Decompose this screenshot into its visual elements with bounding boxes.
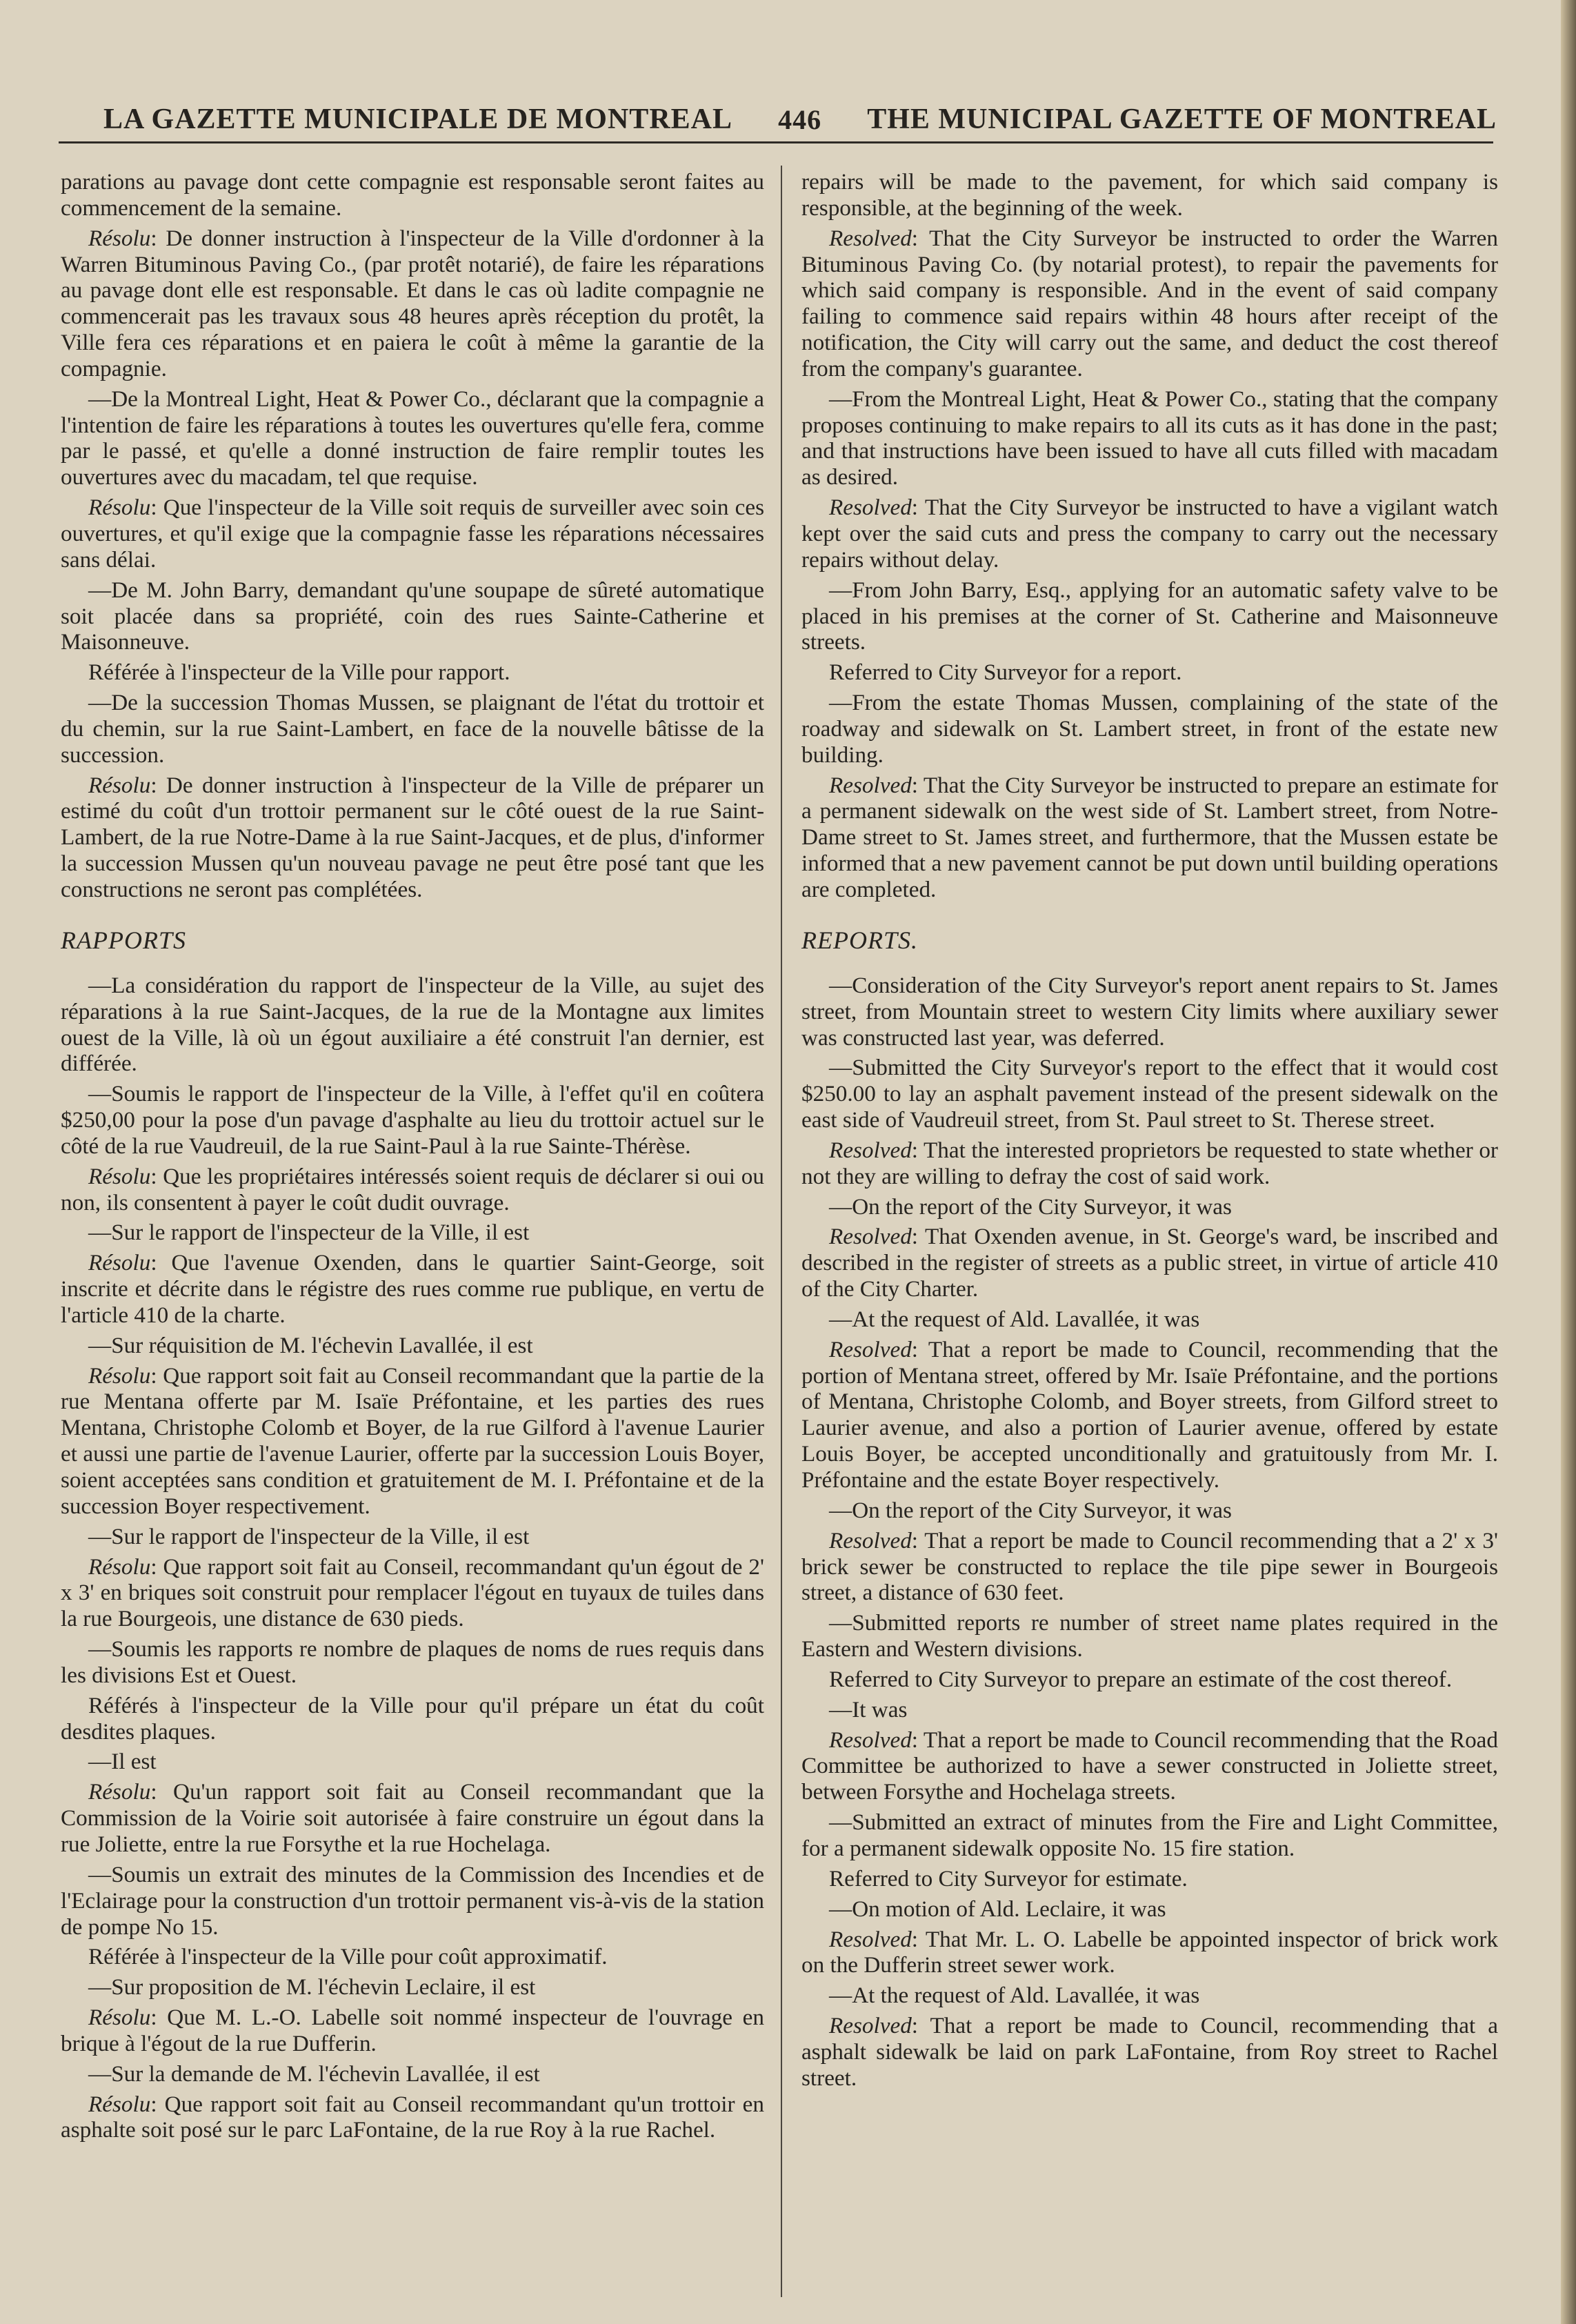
- resolution-lead: Résolu: [88, 1362, 151, 1389]
- paragraph: [801, 169, 1498, 221]
- resolution-lead: Resolved: [829, 2013, 912, 2039]
- page-header: [103, 95, 1497, 143]
- paragraph: [61, 1363, 764, 1520]
- paragraph-text: —On motion of Ald. Leclaire, it was: [829, 1896, 1166, 1922]
- paragraph: [801, 495, 1498, 573]
- paragraph-text: : Que les propriétaires intéressés soient requis de déclarer si oui ou non, ils consentent à payer le coût dudit ouvrage.: [61, 1163, 764, 1215]
- resolution-lead: Resolved: [829, 1224, 912, 1250]
- paragraph: [801, 690, 1498, 768]
- paragraph-text: Référée à l'inspecteur de la Ville pour rapport.: [88, 659, 510, 686]
- paragraph: [61, 973, 764, 1077]
- paragraph-text: —From the Montreal Light, Heat & Power Co., stating that the company proposes continuing to make repairs to all its cuts as it has done in the past; and that instructions have been issued to have all cuts filled with macadam as desired.: [801, 386, 1498, 490]
- paragraph-text: : Que l'avenue Oxenden, dans le quartier Saint-George, soit inscrite et décrite dans le régistre des rues comme rue publique, en vertu de l'article 410 de la charte.: [61, 1250, 764, 1328]
- paragraph: [801, 1528, 1498, 1607]
- paragraph: [801, 577, 1498, 656]
- paragraph: [801, 226, 1498, 382]
- paragraph: [61, 2092, 764, 2144]
- paragraph-text: —Sur réquisition de M. l'échevin Lavallée, il est: [88, 1332, 533, 1358]
- paragraph-text: —On the report of the City Surveyor, it was: [829, 1497, 1232, 1523]
- paragraph-text: —At the request of Ald. Lavallée, it was: [829, 1983, 1200, 2009]
- paragraph-text: —Submitted an extract of minutes from the Fire and Light Committee, for a permanent sidewalk opposite No. 15 fire station.: [801, 1809, 1498, 1861]
- paragraph: [801, 1809, 1498, 1862]
- paragraph-text: : Que M. L.-O. Labelle soit nommé inspecteur de l'ouvrage en brique à l'égout de la rue Dufferin.: [61, 2005, 764, 2056]
- paragraph: [801, 1697, 1498, 1723]
- paragraph-text: : Que rapport soit fait au Conseil recommandant que la partie de la rue Mentana offerte par M. Isaïe Préfontaine, et les parties des rues Mentana, Christophe Colomb et Boyer, de la rue Gilford à l'avenue Laurier et aussi une partie de l'avenue Laurier, offerte par la succession Louis Boyer, soient acceptées sans condition et gratuitement de M. I. Préfontaine et de la succession Boyer respectivement.: [61, 1362, 764, 1519]
- paragraph: [61, 386, 764, 490]
- paragraph: [801, 1224, 1498, 1302]
- resolution-lead: Resolved: [829, 772, 912, 798]
- paragraph: [801, 1055, 1498, 1133]
- resolution-lead: Résolu: [88, 2091, 151, 2117]
- paragraph-text: —La considération du rapport de l'inspecteur de la Ville, au sujet des réparations à la rue Saint-Jacques, de la rue de la Montagne aux limites ouest de la Ville, là où un égout auxiliaire a été construit l'an dernier, est différée.: [61, 972, 764, 1077]
- paragraph: [801, 1498, 1498, 1524]
- paragraph: [801, 386, 1498, 490]
- paragraph-text: —At the request of Ald. Lavallée, it was: [829, 1306, 1200, 1332]
- resolution-lead: Résolu: [88, 1779, 151, 1805]
- paragraph-text: : That the City Surveyor be instructed to prepare an estimate for a permanent sidewalk on the west side of St. Lambert street, from Notre-Dame street to St. James street, and furthermore, that the Mussen estate be informed that a new pavement cannot be put down until building operations are completed.: [801, 772, 1498, 902]
- paragraph: [801, 1896, 1498, 1923]
- paragraph: [61, 1749, 764, 1775]
- paragraph: [801, 1337, 1498, 1493]
- paragraph: [61, 1081, 764, 1160]
- paragraph-text: repairs will be made to the pavement, for which said company is responsible, at the beginning of the week.: [801, 169, 1498, 221]
- column-divider: [781, 166, 782, 2297]
- french-top-paragraphs: [61, 169, 764, 903]
- paragraph-text: Référés à l'inspecteur de la Ville pour qu'il prépare un état du coût desdites plaques.: [61, 1692, 764, 1745]
- paragraph: [61, 169, 764, 221]
- paragraph-text: —From John Barry, Esq., applying for an automatic safety valve to be placed in his premises at the corner of St. Catherine and Maisonneuve streets.: [801, 577, 1498, 655]
- resolution-lead: Résolu: [88, 1250, 151, 1276]
- resolution-lead: Résolu: [88, 495, 151, 521]
- paragraph-text: parations au pavage dont cette compagnie est responsable seront faites au commencement de la semaine.: [61, 169, 764, 221]
- paragraph-text: : That Mr. L. O. Labelle be appointed inspector of brick work on the Dufferin street sewer work.: [801, 1926, 1498, 1978]
- paragraph: [61, 577, 764, 656]
- paragraph: [61, 1944, 764, 1970]
- page-number: 446: [778, 103, 822, 135]
- paragraph-text: —Submitted reports re number of street name plates required in the Eastern and Western divisions.: [801, 1610, 1498, 1662]
- paragraph: [61, 1524, 764, 1550]
- english-section-title: REPORTS.: [801, 926, 918, 954]
- paragraph-text: —Soumis le rapport de l'inspecteur de la Ville, à l'effet qu'il en coûtera $250,00 pour la pose d'un pavage d'asphalte au lieu du trottoir actuel sur le côté de la rue Vaudreuil, de la rue Saint-Paul à la rue Sainte-Thérèse.: [61, 1081, 764, 1159]
- paragraph-text: —Submitted the City Surveyor's report to the effect that it would cost $250.00 to lay an asphalt pavement instead of the present sidewalk on the east side of Vaudreuil street, from St. Paul street to St. Therese street.: [801, 1055, 1498, 1133]
- paragraph-text: : That the City Surveyor be instructed to have a vigilant watch kept over the said cuts and press the company to carry out the necessary repairs without delay.: [801, 495, 1498, 573]
- resolution-lead: Résolu: [88, 1163, 151, 1189]
- paragraph: [801, 1307, 1498, 1333]
- paragraph-text: : That a report be made to Council, recommending that the portion of Mentana street, offered by Mr. Isaïe Préfontaine, and the portions of Mentana, Christophe Colomb, and Boyer streets, from Gilford street to Laurier avenue, and also a portion of Laurier avenue, offered by estate Louis Boyer, be accepted unconditionally and gratuitously from Mr. I. Préfontaine and the estate Boyer respectively.: [801, 1336, 1498, 1493]
- paragraph: [61, 1779, 764, 1858]
- paragraph-text: —Il est: [88, 1749, 157, 1775]
- paragraph-text: Referred to City Surveyor for estimate.: [829, 1865, 1188, 1891]
- paragraph-text: —De M. John Barry, demandant qu'une soupape de sûreté automatique soit placée dans sa propriété, coin des rues Sainte-Catherine et Maisonneuve.: [61, 577, 764, 655]
- paragraph: [801, 1983, 1498, 2009]
- paragraph-text: : De donner instruction à l'inspecteur de la Ville de préparer un estimé du coût d'un trottoir permanent sur le côté ouest de la rue Saint-Lambert, de la rue Notre-Dame à la rue Saint-Jacques, et de plus, d'informer la succession Mussen qu'un nouveau pavage ne peut être posé tant que les constructions ne seront pas complétées.: [61, 772, 764, 902]
- resolution-lead: Résolu: [88, 2005, 151, 2031]
- resolution-lead: Résolu: [88, 1553, 151, 1580]
- resolution-lead: Resolved: [829, 1926, 912, 1952]
- paragraph-text: : That Oxenden avenue, in St. George's ward, be inscribed and described in the register of streets as a public street, in virtue of article 410 of the City Charter.: [801, 1224, 1498, 1302]
- paragraph-text: : That a report be made to Council recommending that a 2' x 3' brick sewer be constructed to replace the tile pipe sewer in Bourgeois street, a distance of 630 feet.: [801, 1527, 1498, 1606]
- paragraph: [61, 226, 764, 382]
- paragraph-text: : Que rapport soit fait au Conseil, recommandant qu'un égout de 2' x 3' en briques soit construit pour remplacer l'égout en tuyaux de tuiles dans la rue Bourgeois, une distance de 630 pieds.: [61, 1553, 764, 1632]
- paragraph: [801, 773, 1498, 903]
- paragraph: [61, 1250, 764, 1329]
- page-binding-edge: [1561, 0, 1576, 2324]
- paragraph-text: Référée à l'inspecteur de la Ville pour coût approximatif.: [88, 1944, 608, 1970]
- paragraph-text: : Qu'un rapport soit fait au Conseil recommandant que la Commission de la Voirie soit autorisée à faire construire un égout dans la rue Joliette, entre la rue Forsythe et la rue Hochelaga.: [61, 1779, 764, 1857]
- paragraph: [61, 1974, 764, 2000]
- paragraph: [801, 1194, 1498, 1220]
- paragraph: [61, 773, 764, 903]
- paragraph: [61, 1333, 764, 1359]
- resolution-lead: Resolved: [829, 1727, 912, 1753]
- french-report-paragraphs: [61, 973, 764, 2143]
- english-top-paragraphs: [801, 169, 1498, 903]
- paragraph: [61, 2061, 764, 2087]
- paragraph-text: : That a report be made to Council, recommending that a asphalt sidewalk be laid on park LaFontaine, from Roy street to Rachel street.: [801, 2013, 1498, 2091]
- paragraph-text: —On the report of the City Surveyor, it was: [829, 1193, 1232, 1220]
- paragraph-text: —Consideration of the City Surveyor's report anent repairs to St. James street, from Mountain street to western City limits where auxiliary sewer was constructed last year, was deferred.: [801, 972, 1498, 1051]
- paragraph: [61, 659, 764, 686]
- paragraph: [61, 2005, 764, 2057]
- english-report-paragraphs: [801, 973, 1498, 2092]
- paragraph-text: : De donner instruction à l'inspecteur de la Ville d'ordonner à la Warren Bituminous Paving Co., (par protêt notarié), de faire les réparations au pavage dont elle est responsable. Et dans le cas où ladite compagnie ne commencerait pas les travaux sous 48 heures après réception du protêt, la Ville fera ces réparations et en paiera le coût à même la garantie de la compagnie.: [61, 225, 764, 381]
- resolution-lead: Resolved: [829, 1137, 912, 1163]
- paragraph: [801, 1138, 1498, 1190]
- paragraph-text: —De la Montreal Light, Heat & Power Co., déclarant que la compagnie a l'intention de faire les réparations à toutes les ouvertures qu'elle fera, comme par le passé, et qu'elle a donné instruction de faire remplir toutes les ouvertures avec du macadam, tel que requise.: [61, 386, 764, 490]
- paragraph: [61, 1164, 764, 1216]
- resolution-lead: Resolved: [829, 1527, 912, 1553]
- paragraph: [61, 1636, 764, 1689]
- resolution-lead: Résolu: [88, 225, 151, 251]
- paragraph: [801, 1927, 1498, 1979]
- paragraph-text: : Que rapport soit fait au Conseil recommandant qu'un trottoir en asphalte soit posé sur le parc LaFontaine, de la rue Roy à la rue Rachel.: [61, 2091, 764, 2143]
- french-section-title: RAPPORTS: [61, 926, 186, 954]
- paragraph-text: —Sur le rapport de l'inspecteur de la Ville, il est: [88, 1220, 530, 1246]
- paragraph-text: : That a report be made to Council recommending that the Road Committee be authorized to have a sewer constructed in Joliette street, between Forsythe and Hochelaga streets.: [801, 1727, 1498, 1805]
- paragraph: [801, 973, 1498, 1051]
- paragraph-text: —Soumis un extrait des minutes de la Commission des Incendies et de l'Eclairage pour la construction d'un trottoir permanent vis-à-vis de la station de pompe No 15.: [61, 1861, 764, 1940]
- paragraph-text: —Sur le rapport de l'inspecteur de la Ville, il est: [88, 1523, 530, 1549]
- paragraph: [61, 1220, 764, 1246]
- paragraph: [801, 1727, 1498, 1806]
- resolution-lead: Résolu: [88, 772, 151, 798]
- resolution-lead: Resolved: [829, 1336, 912, 1362]
- paragraph: [801, 1866, 1498, 1892]
- header-rule: [59, 141, 1493, 143]
- paragraph-text: —It was: [829, 1696, 908, 1722]
- paragraph-text: —Sur la demande de M. l'échevin Lavallée, il est: [88, 2060, 540, 2087]
- english-column: [801, 169, 1498, 2096]
- paragraph-text: Referred to City Surveyor to prepare an estimate of the cost thereof.: [829, 1666, 1453, 1692]
- paragraph-text: Referred to City Surveyor for a report.: [829, 659, 1182, 686]
- paragraph-text: : That the City Surveyor be instructed to order the Warren Bituminous Paving Co. (by notarial protest), to repair the pavements for which said company is responsible. And in the event of said company failing to commence said repairs within 48 hours after receipt of the notification, the City will carry out the same, and deduct the cost thereof from the company's guarantee.: [801, 225, 1498, 381]
- paragraph-text: —From the estate Thomas Mussen, complaining of the state of the roadway and sidewalk on St. Lambert street, in front of the estate new building.: [801, 690, 1498, 768]
- resolution-lead: Resolved: [829, 495, 912, 521]
- paragraph-text: —Soumis les rapports re nombre de plaques de noms de rues requis dans les divisions Est et Ouest.: [61, 1636, 764, 1688]
- paragraph: [61, 1554, 764, 1633]
- header-title-french: LA GAZETTE MUNICIPALE DE MONTREAL: [103, 103, 733, 135]
- paragraph: [61, 495, 764, 573]
- paragraph: [61, 690, 764, 768]
- resolution-lead: Resolved: [829, 225, 912, 251]
- paragraph: [801, 2013, 1498, 2092]
- paragraph-text: —Sur proposition de M. l'échevin Leclaire, il est: [88, 1974, 536, 2000]
- paragraph: [61, 1862, 764, 1940]
- french-column: [61, 169, 764, 2147]
- paragraph-text: —De la succession Thomas Mussen, se plaignant de l'état du trottoir et du chemin, sur la rue Saint-Lambert, en face de la nouvelle bâtisse de la succession.: [61, 690, 764, 768]
- paragraph-text: : That the interested proprietors be requested to state whether or not they are willing to defray the cost of said work.: [801, 1137, 1498, 1189]
- paragraph: [801, 1610, 1498, 1662]
- paragraph: [801, 659, 1498, 686]
- paragraph-text: : Que l'inspecteur de la Ville soit requis de surveiller avec soin ces ouvertures, et qu'il exige que la compagnie fasse les réparations nécessaires sans délai.: [61, 495, 764, 573]
- paragraph: [801, 1667, 1498, 1693]
- header-title-english: THE MUNICIPAL GAZETTE OF MONTREAL: [867, 103, 1497, 135]
- paragraph: [61, 1693, 764, 1745]
